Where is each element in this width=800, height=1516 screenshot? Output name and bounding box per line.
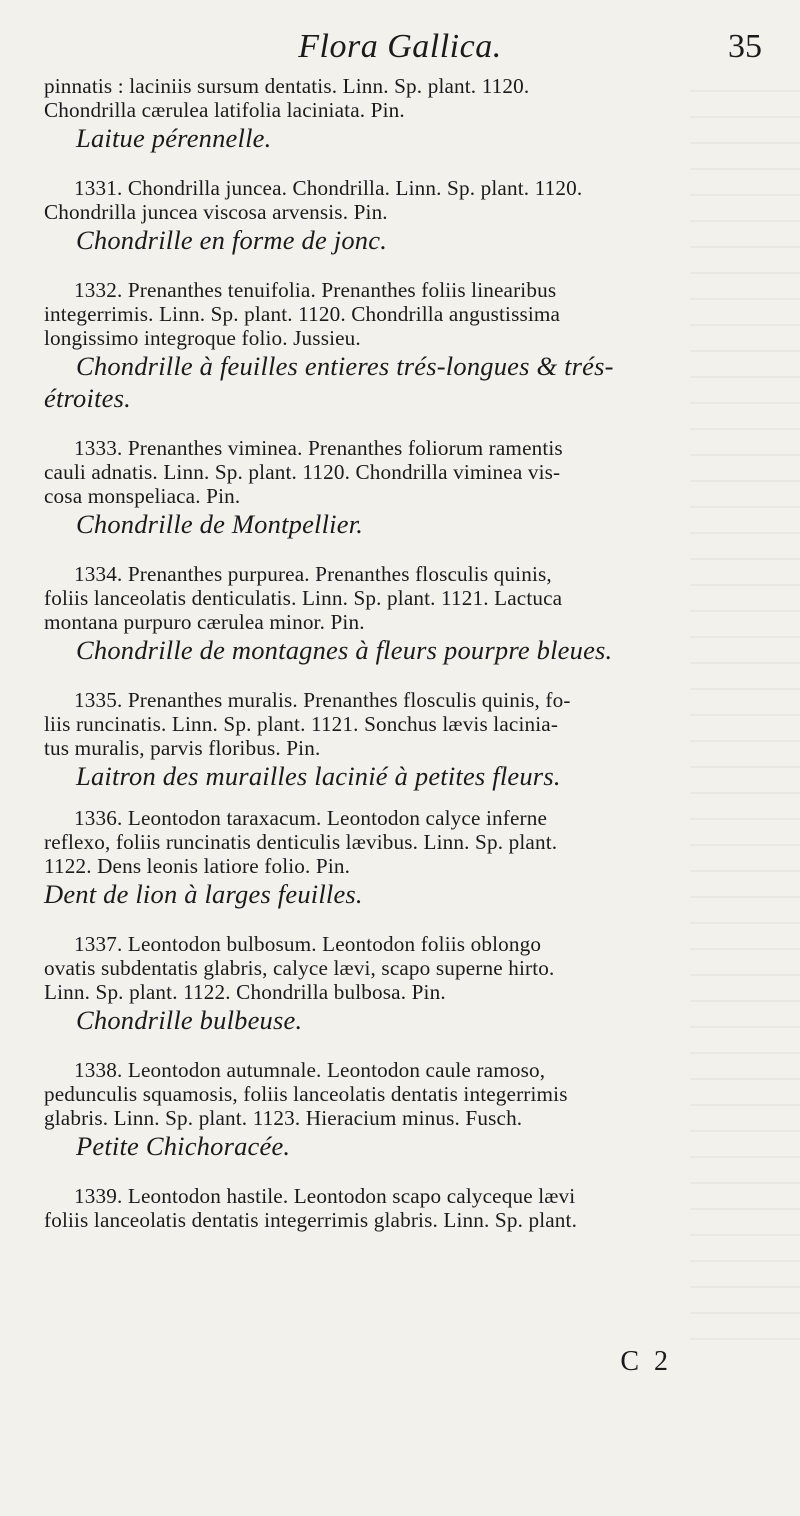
- entry-1338: [44, 1058, 766, 1162]
- latin-line: foliis lanceolatis dentatis integerrimis glabris. Linn. Sp. plant.: [44, 1208, 578, 1232]
- entry-continuation: [44, 74, 766, 154]
- latin-line: tus muralis, parvis floribus. Pin.: [44, 736, 321, 760]
- latin-line: reflexo, foliis runcinatis denticulis lævibus. Linn. Sp. plant.: [44, 830, 558, 854]
- latin-line: 1332. Prenanthes tenuifolia. Prenanthes foliis linearibus: [74, 278, 557, 302]
- page-body: [44, 74, 766, 1232]
- signature-mark: C 2: [620, 1346, 672, 1377]
- latin-line: 1339. Leontodon hastile. Leontodon scapo calyceque lævi: [74, 1184, 576, 1208]
- latin-line: cauli adnatis. Linn. Sp. plant. 1120. Chondrilla viminea vis-: [44, 460, 561, 484]
- french-name: Petite Chichoracée.: [76, 1131, 291, 1161]
- latin-line: 1333. Prenanthes viminea. Prenanthes foliorum ramentis: [74, 436, 563, 460]
- latin-line: pinnatis : laciniis sursum dentatis. Linn. Sp. plant. 1120.: [44, 74, 530, 98]
- french-name: Chondrille de Montpellier.: [76, 509, 364, 539]
- french-name: Laitron des murailles lacinié à petites fleurs.: [76, 761, 561, 791]
- entry-1339: [44, 1184, 766, 1232]
- french-name: Dent de lion à larges feuilles.: [44, 879, 363, 909]
- entry-1337: [44, 932, 766, 1036]
- latin-line: liis runcinatis. Linn. Sp. plant. 1121. Sonchus lævis lacinia-: [44, 712, 559, 736]
- latin-line: Chondrilla juncea viscosa arvensis. Pin.: [44, 200, 388, 224]
- latin-line: 1337. Leontodon bulbosum. Leontodon foliis oblongo: [74, 932, 542, 956]
- latin-line: glabris. Linn. Sp. plant. 1123. Hieracium minus. Fusch.: [44, 1106, 523, 1130]
- latin-line: pedunculis squamosis, foliis lanceolatis dentatis integerrimis: [44, 1082, 568, 1106]
- entry-1334: [44, 562, 766, 666]
- latin-line: 1336. Leontodon taraxacum. Leontodon calyce inferne: [74, 806, 548, 830]
- french-name: Chondrille de montagnes à fleurs pourpre bleues.: [76, 635, 613, 665]
- latin-line: 1122. Dens leonis latiore folio. Pin.: [44, 854, 351, 878]
- entry-1331: [44, 176, 766, 256]
- latin-line: ovatis subdentatis glabris, calyce lævi, scapo superne hirto.: [44, 956, 555, 980]
- french-name: Laitue pérennelle.: [76, 123, 272, 153]
- french-name: Chondrille bulbeuse.: [76, 1005, 303, 1035]
- latin-line: Linn. Sp. plant. 1122. Chondrilla bulbosa. Pin.: [44, 980, 446, 1004]
- running-title: Flora Gallica.: [298, 28, 502, 65]
- latin-line: montana purpuro cærulea minor. Pin.: [44, 610, 365, 634]
- latin-line: Chondrilla cærulea latifolia laciniata. Pin.: [44, 98, 405, 122]
- latin-line: cosa monspeliaca. Pin.: [44, 484, 241, 508]
- entry-1336: [44, 806, 766, 910]
- latin-line: 1331. Chondrilla juncea. Chondrilla. Linn. Sp. plant. 1120.: [74, 176, 583, 200]
- latin-line: 1334. Prenanthes purpurea. Prenanthes flosculis quinis,: [74, 562, 552, 586]
- page-number: 35: [728, 28, 762, 65]
- latin-line: 1335. Prenanthes muralis. Prenanthes flosculis quinis, fo-: [74, 688, 571, 712]
- french-name: Chondrille à feuilles entieres trés-longues & trés-: [76, 351, 614, 381]
- french-name: étroites.: [44, 383, 131, 413]
- entry-1332: [44, 278, 766, 414]
- latin-line: longissimo integroque folio. Jussieu.: [44, 326, 361, 350]
- latin-line: foliis lanceolatis denticulatis. Linn. Sp. plant. 1121. Lactuca: [44, 586, 563, 610]
- latin-line: 1338. Leontodon autumnale. Leontodon caule ramoso,: [74, 1058, 546, 1082]
- entry-1335: [44, 688, 766, 792]
- french-name: Chondrille en forme de jonc.: [76, 225, 388, 255]
- entry-1333: [44, 436, 766, 540]
- page-header: [0, 28, 800, 78]
- latin-line: integerrimis. Linn. Sp. plant. 1120. Chondrilla angustissima: [44, 302, 561, 326]
